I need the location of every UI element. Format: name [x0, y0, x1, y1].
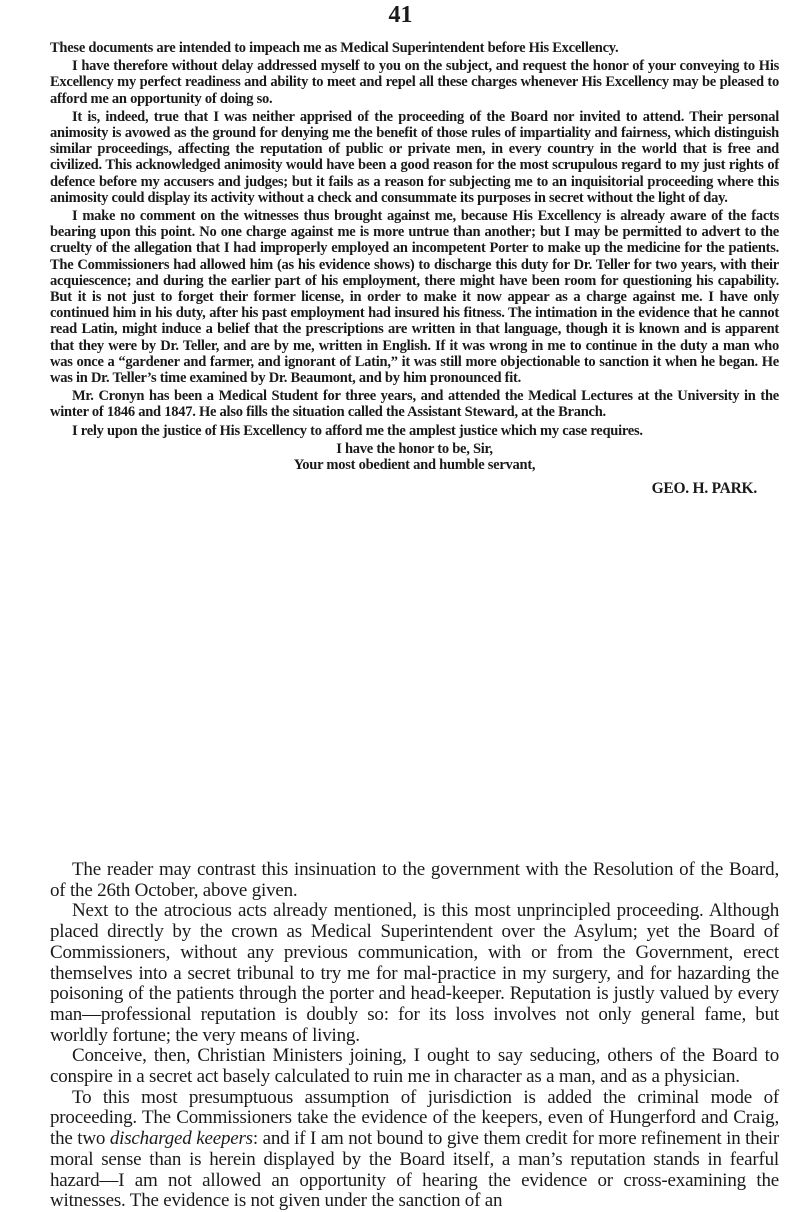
- body-paragraph-3: Conceive, then, Christian Ministers joining, I ought to say seducing, others of the Board to conspire in a secret act basely calculated to ruin me in character as a man, and as a physician.: [50, 1045, 779, 1088]
- discharged-keepers-emphasis: discharged keepers: [109, 1128, 253, 1150]
- body-paragraph-2: Next to the atrocious acts already mentioned, is this most unprincipled proceeding. Although placed directly by the crown as Medical Superintendent over the Asylum; yet the Board of Commissioners, without any previous communication, with or from the Government, erect themselves into a secret tribunal to try me for mal-practice in my surgery, and for hazarding the poisoning of the patients through the porter and head-keeper. Reputation is justly valued by every man—professional reputation is doubly so: for its loss involves not only general fame, but worldly fortune; the very means of living.: [50, 900, 779, 1046]
- body-paragraph-4-start: To this most presumptuous assumption of jurisdiction is added the criminal mode of proceeding. The Commissioners take the evidence of the keepers, even of Hungerford and Craig, the two: [50, 1086, 779, 1150]
- body-paragraph-1: The reader may contrast this insinuation to the government with the Resolution of the Board, of the 26th October, above given.: [50, 859, 779, 901]
- page-number: 41: [388, 2, 413, 28]
- letter-signature: GEO. H. PARK.: [651, 480, 757, 498]
- main-text: [50, 860, 779, 1212]
- letter-paragraph-4: I make no comment on the witnesses thus brought against me, because His Excellency is already aware of the facts bearing upon this point. No one charge against me is more untrue than another; but I may be permitted to advert to the cruelty of the allegation that I had improperly employed an incompetent Porter to make up the medicine for the patients. The Commissioners had allowed him (as his evidence shows) to discharge this duty for Dr. Teller for two years, with their acquiescence; and during the earlier part of his employment, there might have been room for questioning his capability. But it is not just to forget their former license, in order to make it now appear as a charge against me. I have only continued him in his duty, after his past employment had insured his fitness. The intimation in the evidence that he cannot read Latin, might induce a belief that the prescriptions are written in that language, though it is known and is apparent that they were by Dr. Teller, and are by me, written in English. If it was wrong in me to continue in the duty a man who was once a “gardener and farmer, and ignorant of Latin,” it was still more objectionable to sanction it when he began. He was in Dr. Teller’s time examined by Dr. Beaumont, and by him pronounced fit.: [50, 208, 779, 387]
- letter-valediction: Your most obedient and humble servant,: [293, 457, 536, 474]
- letter-paragraph-5: Mr. Cronyn has been a Medical Student for three years, and attended the Medical Lectures at the University in the winter of 1846 and 1847. He also fills the situation called the Assistant Steward, at the Branch.: [50, 388, 779, 421]
- letter-block: [50, 40, 779, 497]
- letter-paragraph-3: It is, indeed, true that I was neither apprised of the proceeding of the Board nor invited to attend. Their personal animosity is avowed as the ground for denying me the benefit of those rules of impartiality and fairness, which distinguish similar proceedings, affecting the reputation of public or private men, in every country in the world that is free and civilized. This acknowledged animosity would have been a good reason for the most scrupulous regard to my just rights of defence before my accusers and judges; but it fails as a reason for subjecting me to an inquisitorial proceeding where this animosity could display its activity without a check and consummate its purposes in secret without the light of day.: [50, 108, 779, 206]
- letter-closing: I have the honor to be, Sir,: [336, 440, 493, 457]
- body-paragraph-4-end: : and if I am not bound to give them credit for more refinement in their moral sense than is herein displayed by the Board itself, a man’s reputation stands in fearful hazard—I am not allowed an opportunity of hearing the evidence or cross-examining the witnesses. The evidence is not given under the sanction of an: [50, 1128, 779, 1212]
- body-paragraph-4: [50, 1088, 779, 1212]
- letter-paragraph-1: These documents are intended to impeach me as Medical Superintendent before His Excellency.: [50, 40, 619, 56]
- letter-paragraph-6: I rely upon the justice of His Excellency to afford me the amplest justice which my case requires.: [72, 422, 643, 439]
- letter-paragraph-2: I have therefore without delay addressed myself to you on the subject, and request the honor of your conveying to His Excellency my perfect readiness and ability to meet and repel all these charges whenever His Excellency may be pleased to afford me an opportunity of doing so.: [50, 58, 779, 107]
